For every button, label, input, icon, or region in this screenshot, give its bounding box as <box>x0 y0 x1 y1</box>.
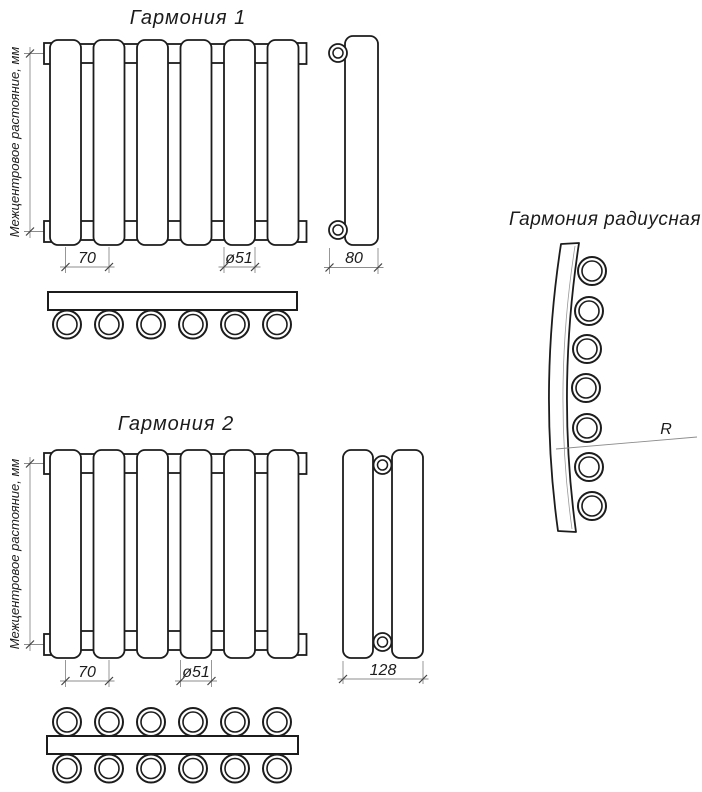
harmony2-center-distance-dimension <box>24 457 46 651</box>
harmony2-side-body-right <box>392 450 423 658</box>
tube-section <box>221 755 249 783</box>
harmony1-side-top-port <box>329 44 347 62</box>
harmony1-title: Гармония 1 <box>129 7 247 29</box>
tube-section <box>95 755 123 783</box>
harmony1-top-view <box>48 292 297 339</box>
tube-section <box>53 708 81 736</box>
tube-section <box>221 311 249 339</box>
harmony2-depth-label: 128 <box>369 662 397 679</box>
tube-section <box>263 708 291 736</box>
tube-section <box>573 335 601 363</box>
tube-section <box>95 311 123 339</box>
harmony2-front-view <box>7 413 307 687</box>
harmony2-side-bottom-port <box>374 633 392 651</box>
radial-radius-label: R <box>660 421 672 438</box>
tube-section <box>137 755 165 783</box>
tube-section <box>575 453 603 481</box>
harmony1-pitch-label: 70 <box>78 250 96 267</box>
harmony1-side-view <box>324 36 384 274</box>
tube-section <box>573 414 601 442</box>
tube-section <box>53 311 81 339</box>
harmony2-side-body-left <box>343 450 373 658</box>
tube-section <box>578 492 606 520</box>
tube-section <box>137 708 165 736</box>
tube-section <box>263 755 291 783</box>
harmony2-tubes <box>50 450 299 658</box>
harmony-radial-view <box>509 209 701 532</box>
harmony2-side-view <box>338 450 429 684</box>
harmony2-title: Гармония 2 <box>117 413 235 435</box>
tube-section <box>179 708 207 736</box>
harmony1-side-bottom-port <box>329 221 347 239</box>
harmony1-depth-label: 80 <box>345 250 363 267</box>
harmony2-axis-label: Межцентровое растояние, мм <box>7 458 22 650</box>
tube-section <box>137 311 165 339</box>
harmony1-side-body <box>345 36 378 245</box>
harmony2-pitch-label: 70 <box>78 664 96 681</box>
tube-section <box>95 708 123 736</box>
harmony2-side-top-port <box>374 456 392 474</box>
tube-section <box>179 311 207 339</box>
harmony2-bottom-view <box>47 708 298 783</box>
harmony1-center-distance-dimension <box>24 47 46 238</box>
harmony1-front-view <box>7 7 307 273</box>
tube-section <box>179 755 207 783</box>
tube-section <box>263 311 291 339</box>
tube-section <box>572 374 600 402</box>
harmony1-axis-label: Межцентровое растояние, мм <box>7 46 22 238</box>
harmony1-top-manifold <box>48 292 297 310</box>
tube-section <box>53 755 81 783</box>
harmony2-bottom-manifold <box>47 736 298 754</box>
harmony1-tubes <box>50 40 299 245</box>
tube-section <box>578 257 606 285</box>
harmony1-diameter-label: ø51 <box>225 250 253 267</box>
harmony2-diameter-label: ø51 <box>182 664 210 681</box>
radial-title: Гармония радиусная <box>508 209 702 230</box>
tube-section <box>221 708 249 736</box>
tube-section <box>575 297 603 325</box>
